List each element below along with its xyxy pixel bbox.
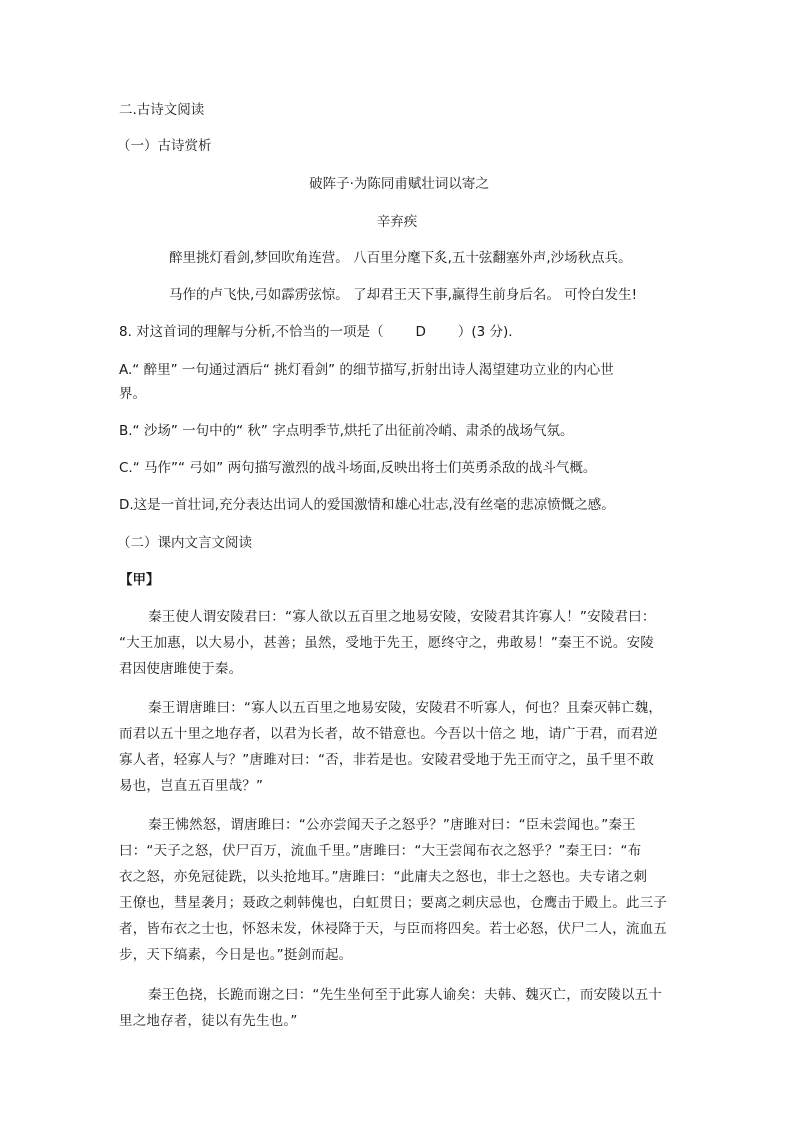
subsection-classical-reading: （二）课内文言文阅读 (117, 535, 252, 551)
question-stem (119, 323, 513, 341)
option-a-line-2: 界。 (119, 386, 146, 402)
passage-p3-line: 曰：“天子之怒，伏尸百万，流血千里。”唐雎曰：“大王尝闻布衣之怒乎？”秦王曰：“布 (119, 843, 642, 859)
passage-p2-line: 而君以五十里之地存者，以君为长者，故不错意也。今吾以十倍之 地，请广于君，而君逆 (119, 726, 658, 742)
section-title: 二.古诗文阅读 (119, 102, 205, 118)
passage-p2-line: 秦王谓唐雎曰：“寡人以五百里之地易安陵，安陵君不听寡人，何也？且秦灭韩亡魏， (148, 700, 663, 716)
passage-p4-line: 秦王色挠，长跪而谢之曰：“先生坐何至于此寡人谕矣：夫韩、魏灭亡，而安陵以五十 (148, 987, 663, 1003)
passage-p3-line: 王僚也，彗星袭月；聂政之刺韩傀也，白虹贯日；要离之刺庆忌也，仓鹰击于殿上。此三子 (119, 895, 667, 911)
question-score: ）(3 分). (457, 324, 513, 340)
passage-p3-line: 者，皆布衣之士也，怀怒未发，休祲降于天，与臣而将四矣。若士必怒，伏尸二人，流血五 (119, 921, 667, 937)
option-a-line-1: A.“ 醉里” 一句通过酒后“ 挑灯看剑” 的细节描写,折射出诗人渴望建功立业的内心世 (119, 362, 614, 378)
option-c: C.“ 马作”“ 弓如” 两句描写激烈的战斗场面,反映出将士们英勇杀敌的战斗气概。 (119, 460, 597, 476)
poem-line-2: 马作的卢飞快,弓如霹雳弦惊。 了却君王天下事,赢得生前身后名。 可怜白发生! (169, 287, 638, 303)
passage-p4-line: 里之地存者，徒以有先生也。” (119, 1013, 298, 1029)
question-answer: D (415, 324, 426, 340)
subsection-poem-appreciation: （一）古诗赏析 (117, 138, 212, 154)
passage-p1-line: “大王加惠，以大易小，甚善；虽然，受地于先王，愿终守之，弗敢易！”秦王不说。安陵 (119, 635, 654, 651)
option-d: D.这是一首壮词,充分表达出词人的爱国激情和雄心壮志,没有丝毫的悲凉愤慨之感。 (119, 497, 615, 513)
passage-p2-line: 易也，岂直五百里哉？” (119, 778, 264, 794)
passage-label-jia: 【甲】 (119, 572, 160, 588)
poem-author: 辛弃疾 (376, 214, 418, 230)
question-stem-text: 8. 对这首词的理解与分析,不恰当的一项是（ (119, 324, 384, 340)
passage-p2-line: 寡人者，轻寡人与？”唐雎对曰：“否，非若是也。安陵君受地于先王而守之，虽千里不敢 (119, 752, 654, 768)
poem-line-1: 醉里挑灯看剑,梦回吹角连营。 八百里分麾下炙,五十弦翻塞外声,沙场秋点兵。 (169, 250, 632, 266)
option-b: B.“ 沙场” 一句中的“ 秋” 字点明季节,烘托了出征前冷峭、肃杀的战场气氛。 (119, 423, 574, 439)
passage-p3-line: 秦王怫然怒，谓唐雎曰：“公亦尝闻天子之怒乎？”唐雎对曰：“臣未尝闻也。”秦王 (148, 817, 636, 833)
passage-p1-line: 君因使唐雎使于秦。 (119, 661, 243, 677)
passage-p3-line: 步，天下缟素，今日是也。”挺剑而起。 (119, 947, 353, 963)
poem-title: 破阵子·为陈同甫赋壮词以寄之 (309, 176, 489, 192)
passage-p1-line: 秦王使人谓安陵君曰：“寡人欲以五百里之地易安陵，安陵君其许寡人！”安陵君曰： (148, 609, 656, 625)
passage-p3-line: 衣之怒，亦免冠徒跣，以头抢地耳。”唐雎曰：“此庸夫之怒也，非士之怒也。夫专诸之刺 (119, 869, 648, 885)
